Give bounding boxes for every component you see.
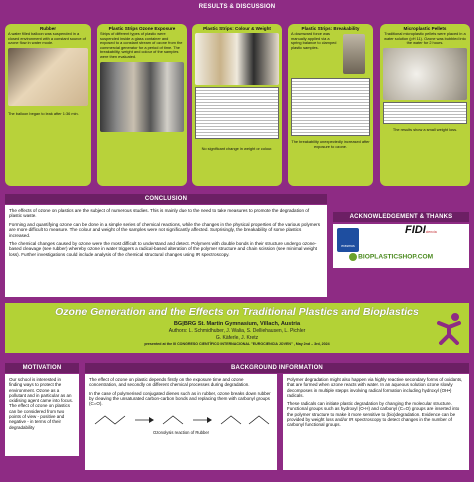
conclusion-body xyxy=(5,205,327,297)
strips-photo xyxy=(100,62,184,132)
card-footer: The breakability unexpectedly increased after exposure to ozone. xyxy=(291,139,370,149)
card-body: A downward force was manually applied via a spring balance to clamped plastic samples. xyxy=(291,31,337,50)
card-body: Traditional microplastic pellets were placed in a water solution (pH 11). Ozone was bubbled into the water for 2 hours. xyxy=(384,31,466,46)
card-footer: No significant change in weight or colour. xyxy=(201,146,273,151)
card-title: Plastic Strips: Colour & Weight xyxy=(203,26,271,31)
figure-icon xyxy=(435,311,463,345)
card-title: Plastic Strips Ozone Exposure xyxy=(108,26,176,31)
bioplasticshop-leaf-icon xyxy=(349,253,357,261)
card-title: Microplastic Pellets xyxy=(403,26,447,31)
fidi-logo xyxy=(405,224,465,242)
card-breakability xyxy=(288,24,373,186)
motivation-header: MOTIVATION xyxy=(5,363,79,373)
conclusion-header: CONCLUSION xyxy=(5,194,327,204)
ozonolysis-caption: Ozonolysis reaction of Rubber xyxy=(152,430,210,436)
pellets-photo xyxy=(383,48,467,100)
authors-line: Authors: L. Schmidhuber, J. Walia, S. Delliehausen, L. Pichler xyxy=(168,328,306,334)
card-colour-weight xyxy=(192,24,282,186)
breakability-table xyxy=(291,78,370,136)
card-title: Rubber xyxy=(39,26,57,31)
erasmus-logo-text: erasmus xyxy=(341,244,355,248)
card-rubber xyxy=(5,24,91,186)
weight-table xyxy=(195,87,279,139)
card-footer: The results show a small weight loss. xyxy=(392,126,458,132)
background-paragraph: In the case of polymerised conjugated dienes such as in rubber, ozone breaks down rubber by cleaving the unsaturated carbon-carbon bonds and replacing them with carbonyl groups (C=O). xyxy=(89,390,271,407)
supervisor-line: G. Käferle, J. Kretz xyxy=(215,335,259,341)
erasmus-logo xyxy=(337,228,359,252)
figure-icon-svg xyxy=(435,311,463,345)
conclusion-paragraph: The effects of ozone on plastics are the subject of numerous studies. This is mainly due to the need to take measures to promote the degradation of plastic waste. xyxy=(9,208,310,219)
ozonolysis-reaction-diagram xyxy=(89,408,273,434)
spring-balance-photo xyxy=(343,34,365,74)
fidi-logo-sub: ciencia xyxy=(425,230,437,234)
poster-title: Ozone Generation and the Effects on Traditional Plastics and Bioplastics xyxy=(55,306,419,318)
results-header: RESULTS & DISCUSSION xyxy=(198,4,276,10)
bioplasticshop-text: BIOPLASTICSHOP.COM xyxy=(358,253,434,261)
acknowledgement-header: ACKNOWLEDGEMENT & THANKS xyxy=(333,212,469,222)
background-paragraph: Polymer degradation might also happen via highly reactive secondary forms of oxidants, that are formed when ozone reacts with water. In an aqueous solution ozone slowly decomposes in multiple stepps involving radical formation including hydroxyl (OH•) radicals. xyxy=(287,377,463,398)
background-left xyxy=(85,374,277,470)
card-ozone-exposure xyxy=(97,24,187,186)
card-microplastic-pellets xyxy=(380,24,470,186)
card-footer: The balloon began to leak after 1:36 min. xyxy=(8,110,79,116)
title-banner xyxy=(5,303,469,353)
pellets-table xyxy=(383,102,467,124)
school-line: BG|BRG St. Martin Gymnasium, Villach, Austria xyxy=(173,321,301,327)
ozonolysis-reaction-svg xyxy=(89,408,273,432)
background-right xyxy=(283,374,469,470)
card-title: Plastic Strips: Breakability xyxy=(301,26,360,31)
card-body: A water filled balloon was suspended in a closed environment with a constant source of ozone flow in water mode. xyxy=(8,31,86,46)
background-header: BACKGROUND INFORMATION xyxy=(85,363,469,373)
background-paragraph: These radicals can initiate plastic degradation by changing the molecular structure. Functional groups such as hydroxyl (O-H) and carbonyl (C=O) groups are inserted into the polymer structure to make it more sensitive to (bio)degradation. Evidence can be provided by weight loss and/or IR spectroscopy to detect changes in the number of carbonyl functional groups. xyxy=(287,401,460,428)
conclusion-paragraph: Forming and quantifying ozone can be done in a simple series of chemical reactions, while the changes in the physical properties of the various polymers are more difficult to measure. The colour and weight of the samples were not significantly affected. Surprisingly, the breakability of some plastics increased. xyxy=(9,221,321,238)
samples-photo xyxy=(195,33,279,85)
presented-line: presented at the III CONGRESO CIENTÍFICO INTERNACIONAL "EUROCIENCIA JOVEN" , May 2nd – 3rd, 2024 xyxy=(144,342,330,346)
conclusion-paragraph: The chemical changes caused by ozone were the most difficult to understand and detect. Polymers with double bonds in their structure undergo ozone-based cleavage (see rubber) whereby ozone in water triggers a radical-based alteration of the polymer structure and chain scission (see minimal weight loss). Further investigations could include analysis of the chemical structural changes using IR spectroscopy. xyxy=(9,241,317,257)
bioplasticshop-logo xyxy=(349,253,467,265)
balloon-photo xyxy=(8,48,88,106)
card-body: Strips of different types of plastic were suspended inside a glass container and exposed to a constant stream of ozone from the commercial generator for a period of time. The breakability, weight and colour of the samples were then evaluated. xyxy=(100,31,183,59)
motivation-body: Our school is interested in finding ways to protect the environment. Ozone as a pollutant and in particular as an oxidising agent came into focus. The effect of ozone on plastics can be considered from two points of view - positive and negative - in terms of their degradability xyxy=(5,374,79,456)
fidi-logo-text: FIDI xyxy=(405,224,426,236)
acknowledgement-logos xyxy=(333,224,469,268)
background-paragraph: The effect of ozone on plastic depends firstly on the exposure time and ozone concentration, and secondly on different chemical processes during degradation. xyxy=(89,377,250,388)
